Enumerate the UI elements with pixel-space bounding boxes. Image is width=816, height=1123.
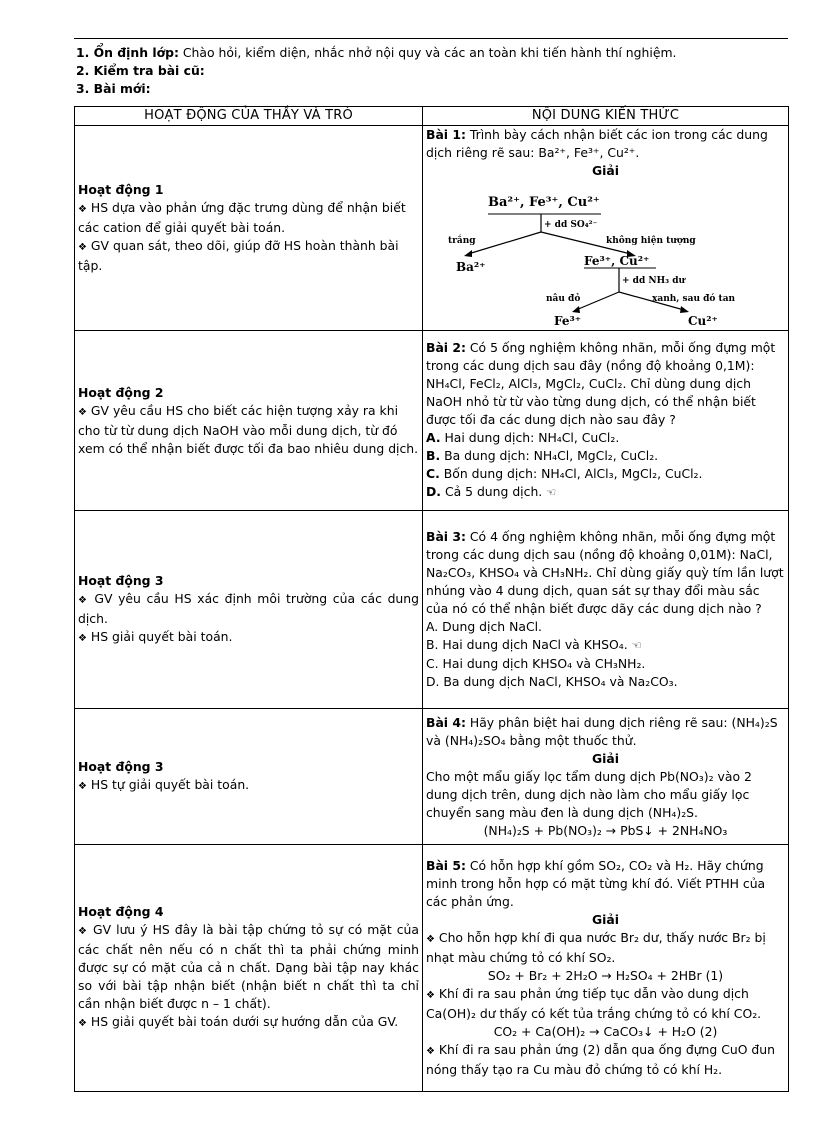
bullet-icon: ❖	[78, 780, 87, 792]
activity-text: HS giải quyết bài toán.	[90, 628, 233, 644]
option-letter: C.	[426, 466, 440, 481]
option-a: A. Dung dịch NaCl.	[426, 619, 542, 634]
reaction-equation: (NH₄)₂S + Pb(NO₃)₂ → PbS↓ + 2NH₄NO₃	[483, 822, 728, 838]
option-b	[426, 447, 785, 465]
intro-line-1	[76, 44, 788, 62]
option-b	[426, 636, 785, 655]
solution-heading: Giải	[591, 750, 620, 766]
solution-step-3	[426, 1041, 785, 1079]
answer-pointer-icon: ☜	[631, 639, 642, 652]
intro-line-2	[76, 62, 788, 80]
exercise-text: Có hỗn hợp khí gồm SO₂, CO₂ và H₂. Hãy chứng minh trong hỗn hợp có mặt từng khí đó. Viết PTHH của các phản ứng.	[426, 858, 766, 909]
bullet-icon: ❖	[426, 934, 435, 945]
bullet-icon: ❖	[426, 1046, 435, 1057]
exercise-label: Bài 2:	[426, 340, 466, 355]
activity-title: Hoạt động 2	[78, 384, 164, 400]
option-c	[426, 465, 785, 483]
activity-title: Hoạt động 4	[78, 904, 164, 919]
option-letter: B.	[426, 448, 441, 463]
intro-text-1: Chào hỏi, kiểm diện, nhắc nhở nội quy và các an toàn khi tiến hành thí nghiệm.	[178, 45, 677, 60]
white-precipitate-label: trắng	[448, 236, 476, 246]
exercise-label: Bài 5:	[426, 858, 466, 873]
red-brown-label: nâu đỏ	[546, 294, 581, 304]
bullet-icon: ❖	[78, 406, 87, 418]
solution-text: Cho một mẩu giấy lọc tẩm dung dịch Pb(NO₃)₂ vào 2 dung dịch trên, dung dịch nào làm cho mẩu giấy lọc chuyển sang màu đen là dung dịch (NH₄)₂S.	[426, 768, 752, 820]
solution-heading: Giải	[591, 163, 620, 178]
option-d: D. Ba dung dịch NaCl, KHSO₄ và Na₂CO₃.	[426, 674, 678, 689]
activity-cell-5	[75, 845, 423, 1092]
exercise-text: Có 5 ống nghiệm không nhãn, mỗi ống đựng một trong các dung dịch sau đây (nồng độ khoảng 0,1M): NH₄Cl, FeCl₂, AlCl₃, MgCl₂, CuCl₂. Chỉ dùng dung dịch NaOH nhỏ từ từ vào từng dung dịch, có thể nhận biết được tối đa các dung dịch nào sau đây ?	[426, 340, 776, 427]
intro-label-1: 1. Ổn định lớp:	[76, 45, 179, 60]
table-header-row	[75, 107, 789, 126]
activity-table	[74, 106, 789, 1092]
branch-left-2	[576, 292, 619, 310]
identification-flow-diagram	[426, 180, 776, 330]
option-text: Hai dung dịch: NH₄Cl, CuCl₂.	[440, 430, 620, 445]
content-cell-3	[423, 511, 789, 709]
blue-dissolve-label: xanh, sau đó tan	[652, 294, 736, 304]
activity-cell-2	[75, 331, 423, 511]
bullet-icon: ❖	[78, 242, 87, 253]
activity-cell-3	[75, 511, 423, 709]
activity-text: GV yêu cầu HS cho biết các hiện tượng xảy ra khi cho từ từ dung dịch NaOH vào mỗi dung dịch, từ đó xem có thể nhận biết được tối đa bao nhiêu dung dịch.	[78, 402, 419, 456]
solution-text: Khí đi ra sau phản ứng tiếp tục dẫn vào dung dịch Ca(OH)₂ dư thấy có kết tủa trắng chứng tỏ có khí CO₂.	[426, 986, 762, 1021]
solution-step-1	[426, 929, 785, 967]
activity-title: Hoạt động 3	[78, 758, 164, 774]
content-cell-2	[423, 331, 789, 511]
option-text: Cả 5 dung dịch.	[441, 484, 543, 499]
activity-title: Hoạt động 1	[78, 182, 164, 197]
solution-heading: Giải	[591, 912, 620, 927]
activity-line	[78, 776, 419, 796]
activity-line	[78, 628, 419, 648]
activity-line	[78, 921, 419, 1013]
bullet-icon: ❖	[426, 990, 435, 1001]
activity-text: HS giải quyết bài toán dưới sự hướng dẫn của GV.	[90, 1014, 399, 1029]
reaction-equation-1: SO₂ + Br₂ + 2H₂O → H₂SO₄ + 2HBr (1)	[487, 968, 724, 983]
arrow-left-1	[464, 250, 472, 257]
content-cell-4	[423, 709, 789, 845]
reagent-ammonia-label: + dd NH₃ dư	[622, 276, 686, 286]
activity-text: GV quan sát, theo dõi, giúp đỡ HS hoàn thành bài tập.	[78, 238, 399, 273]
activity-line	[78, 1013, 419, 1033]
option-text: Ba dung dịch: NH₄Cl, MgCl₂, CuCl₂.	[440, 448, 659, 463]
bullet-icon: ❖	[78, 594, 89, 606]
activity-cell-1	[75, 126, 423, 331]
activity-line	[78, 237, 419, 275]
table-row	[75, 845, 789, 1092]
bullet-icon: ❖	[78, 204, 87, 215]
exercise-5-prompt	[426, 857, 785, 911]
exercise-4-prompt	[426, 714, 785, 750]
option-text: B. Hai dung dịch NaCl và KHSO₄.	[426, 637, 628, 652]
activity-text: HS dựa vào phản ứng đặc trưng dùng để nhận biết các cation để giải quyết bài toán.	[78, 200, 406, 235]
activity-cell-4	[75, 709, 423, 845]
intro-label-3: 3. Bài mới:	[76, 81, 151, 96]
activity-text: GV yêu cầu HS xác định môi trường của các dung dịch.	[78, 590, 420, 626]
option-text: Bốn dung dịch: NH₄Cl, AlCl₃, MgCl₂, CuCl₂.	[439, 466, 703, 481]
intro-label-2: 2. Kiểm tra bài cũ:	[76, 63, 205, 78]
bottom-rule	[74, 1091, 788, 1092]
activity-line	[78, 590, 419, 628]
reaction-equation-2: CO₂ + Ca(OH)₂ → CaCO₃↓ + H₂O (2)	[493, 1024, 718, 1039]
option-letter: A.	[426, 430, 441, 445]
table-row	[75, 511, 789, 709]
solution-text: Khí đi ra sau phản ứng (2) dẫn qua ống đựng CuO đun nóng thấy tạo ra Cu màu đỏ chứng tỏ có khí H₂.	[426, 1042, 775, 1077]
intro-line-3	[76, 80, 788, 98]
branch-left-1	[468, 232, 541, 254]
option-a	[426, 429, 785, 447]
activity-title: Hoạt động 3	[78, 572, 164, 588]
no-phenomenon-label: không hiện tượng	[606, 236, 696, 246]
activity-line	[78, 199, 419, 237]
content-cell-5	[423, 845, 789, 1092]
exercise-label: Bài 3:	[426, 529, 466, 544]
content-cell-1	[423, 126, 789, 331]
solution-text: Cho hỗn hợp khí đi qua nước Br₂ dư, thấy nước Br₂ bị nhạt màu chứng tỏ có khí SO₂.	[426, 930, 766, 965]
bullet-icon: ❖	[78, 632, 87, 644]
reagent-sulfate-label: + dd SO₄²⁻	[544, 220, 598, 230]
exercise-1-prompt	[426, 126, 785, 162]
exercise-text: Có 4 ống nghiệm không nhãn, mỗi ống đựng một trong các dung dịch sau (nồng độ khoảng 0,01M): NaCl, Na₂CO₃, KHSO₄ và CH₃NH₂. Chỉ dùng giấy quỳ tím lần lượt nhúng vào 4 dung dịch, quan sát sự thay đổi màu sắc của nó có thể nhận biết được dãy các dung dịch nào ?	[426, 529, 784, 616]
table-row	[75, 126, 789, 331]
exercise-label: Bài 1:	[426, 127, 466, 142]
copper-ion-label: Cu²⁺	[688, 314, 718, 328]
ions-mixture-label: Ba²⁺, Fe³⁺, Cu²⁺	[488, 195, 600, 210]
exercise-label: Bài 4:	[426, 714, 466, 730]
iron-copper-label: Fe³⁺, Cu²⁺	[584, 254, 650, 268]
top-rule	[74, 38, 788, 39]
lesson-intro	[76, 44, 788, 98]
exercise-text: Trình bày cách nhận biết các ion trong các dung dịch riêng rẽ sau: Ba²⁺, Fe³⁺, Cu²⁺.	[426, 127, 768, 160]
activity-line	[78, 402, 419, 458]
option-letter: D.	[426, 484, 441, 499]
bullet-icon: ❖	[78, 1018, 87, 1029]
header-activities: HOẠT ĐỘNG CỦA THẦY VÀ TRÒ	[75, 107, 423, 126]
bullet-icon: ❖	[78, 926, 89, 937]
exercise-2-prompt	[426, 339, 785, 429]
barium-ion-label: Ba²⁺	[456, 260, 486, 274]
option-d	[426, 483, 785, 502]
table-row	[75, 331, 789, 511]
answer-pointer-icon: ☜	[546, 486, 557, 499]
activity-text: HS tự giải quyết bài toán.	[90, 776, 250, 792]
activity-text: GV lưu ý HS đây là bài tập chứng tỏ sự có mặt của các chất nên nếu có n chất thì ta phải chứng minh được sự có mặt của cả n chất. Dạng bài tập nay khác so với bài tập nhận biết (nhận biết n chất thì ta chỉ cần nhận biết được n – 1 chất).	[78, 922, 419, 1011]
solution-step-2	[426, 985, 785, 1023]
exercise-3-prompt	[426, 528, 785, 618]
exercise-text: Hãy phân biệt hai dung dịch riêng rẽ sau: (NH₄)₂S và (NH₄)₂SO₄ bằng một thuốc thử.	[426, 714, 778, 748]
table-row	[75, 709, 789, 845]
iron-ion-label: Fe³⁺	[554, 314, 582, 328]
header-content: NỘI DUNG KIẾN THỨC	[423, 107, 789, 126]
option-c: C. Hai dung dịch KHSO₄ và CH₃NH₂.	[426, 656, 646, 671]
